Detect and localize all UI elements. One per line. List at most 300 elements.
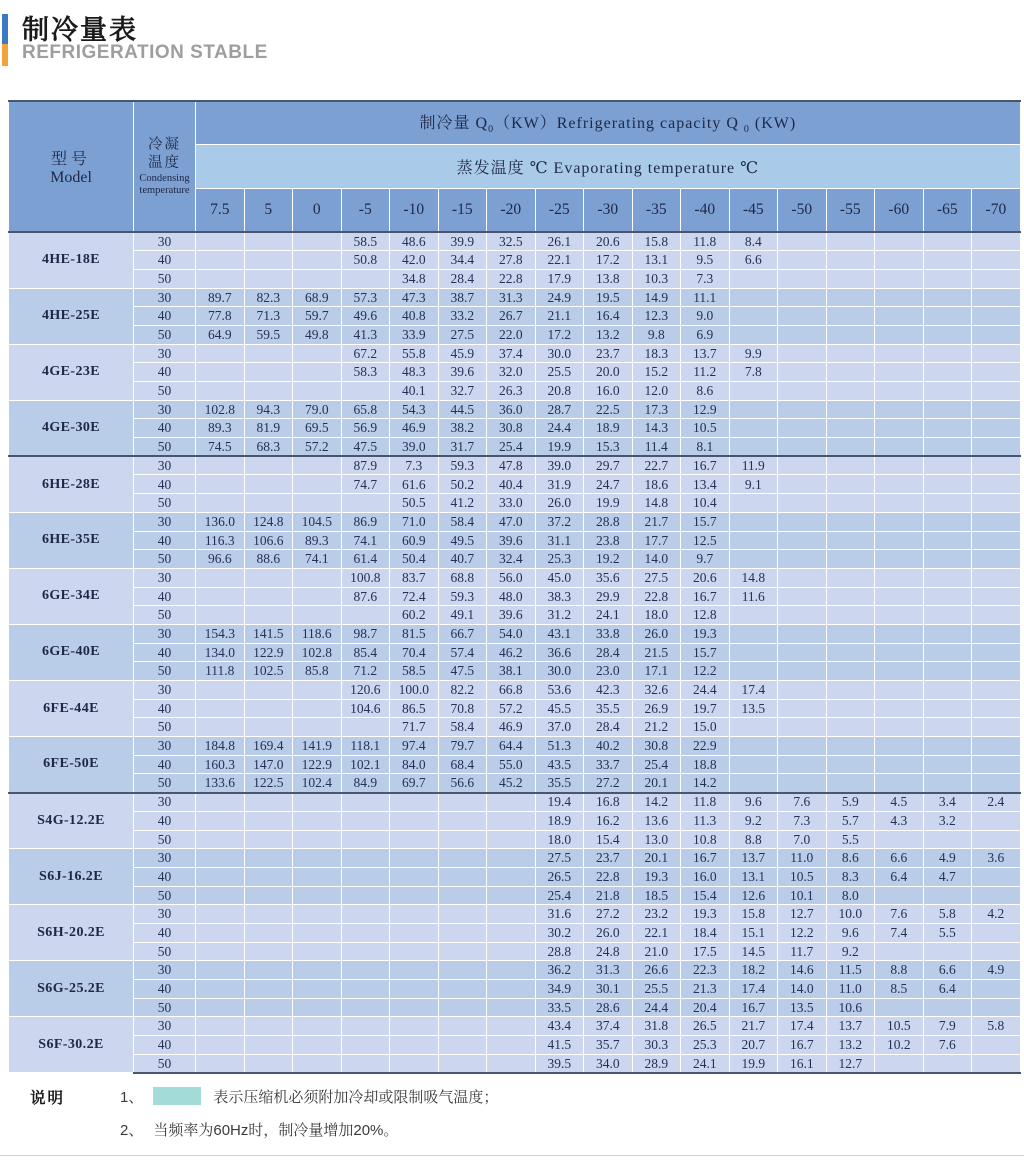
capacity-cell: 118.1 <box>341 737 390 756</box>
capacity-cell <box>293 269 342 288</box>
condensing-temp-value: 30 <box>134 624 196 643</box>
capacity-cell <box>341 923 390 942</box>
capacity-cell <box>875 344 924 363</box>
capacity-cell <box>826 531 875 550</box>
capacity-cell: 34.0 <box>584 1054 633 1073</box>
table-row <box>9 400 1021 419</box>
table-row <box>9 419 1021 438</box>
capacity-cell: 26.9 <box>632 699 681 718</box>
capacity-cell: 22.8 <box>487 269 536 288</box>
capacity-cell: 27.8 <box>487 251 536 270</box>
evap-temp-header: -70 <box>972 189 1021 233</box>
capacity-cell <box>438 793 487 812</box>
capacity-cell <box>729 718 778 737</box>
capacity-cell <box>972 681 1021 700</box>
capacity-cell: 33.7 <box>584 755 633 774</box>
capacity-cell: 17.1 <box>632 662 681 681</box>
capacity-cell <box>972 568 1021 587</box>
model-name: 6HE-28E <box>9 456 134 512</box>
capacity-cell: 11.0 <box>778 849 827 868</box>
capacity-cell: 11.6 <box>729 587 778 606</box>
capacity-cell: 40.8 <box>390 307 439 326</box>
capacity-cell <box>244 269 293 288</box>
capacity-cell: 43.1 <box>535 624 584 643</box>
capacity-cell: 67.2 <box>341 344 390 363</box>
capacity-cell: 8.6 <box>681 382 730 401</box>
capacity-cell <box>826 606 875 625</box>
capacity-cell: 58.5 <box>390 662 439 681</box>
capacity-cell <box>196 606 245 625</box>
capacity-cell: 69.7 <box>390 774 439 793</box>
capacity-cell: 44.5 <box>438 400 487 419</box>
capacity-cell: 12.8 <box>681 606 730 625</box>
capacity-cell <box>826 400 875 419</box>
capacity-cell <box>438 1017 487 1036</box>
capacity-cell <box>826 774 875 793</box>
capacity-cell <box>390 1017 439 1036</box>
capacity-cell <box>778 531 827 550</box>
capacity-cell: 47.5 <box>438 662 487 681</box>
capacity-cell <box>244 980 293 999</box>
capacity-cell: 54.0 <box>487 624 536 643</box>
table-row <box>9 531 1021 550</box>
capacity-cell: 7.4 <box>875 923 924 942</box>
capacity-cell: 20.0 <box>584 363 633 382</box>
capacity-cell: 13.1 <box>632 251 681 270</box>
capacity-cell: 86.5 <box>390 699 439 718</box>
capacity-cell <box>875 718 924 737</box>
capacity-cell: 30.8 <box>487 419 536 438</box>
capacity-cell <box>244 942 293 961</box>
capacity-cell: 15.1 <box>729 923 778 942</box>
capacity-cell <box>923 456 972 475</box>
notes-section <box>30 1086 498 1152</box>
evap-temp-header: 7.5 <box>196 189 245 233</box>
capacity-cell <box>875 699 924 718</box>
capacity-cell: 15.0 <box>681 718 730 737</box>
capacity-cell: 22.7 <box>632 456 681 475</box>
condensing-temp-value: 30 <box>134 344 196 363</box>
capacity-cell: 74.1 <box>341 531 390 550</box>
capacity-cell: 28.8 <box>535 942 584 961</box>
capacity-cell: 12.2 <box>778 923 827 942</box>
capacity-cell <box>972 1036 1021 1055</box>
capacity-cell <box>826 755 875 774</box>
capacity-cell <box>875 382 924 401</box>
capacity-cell <box>826 438 875 457</box>
capacity-cell: 98.7 <box>341 624 390 643</box>
capacity-cell: 10.5 <box>875 1017 924 1036</box>
capacity-cell: 106.6 <box>244 531 293 550</box>
table-row <box>9 494 1021 513</box>
capacity-cell <box>778 681 827 700</box>
capacity-cell: 3.6 <box>972 849 1021 868</box>
capacity-cell <box>244 251 293 270</box>
capacity-cell <box>875 942 924 961</box>
capacity-cell <box>778 512 827 531</box>
capacity-cell <box>972 419 1021 438</box>
capacity-cell: 122.5 <box>244 774 293 793</box>
capacity-cell <box>826 363 875 382</box>
capacity-cell <box>293 942 342 961</box>
capacity-cell: 11.3 <box>681 811 730 830</box>
capacity-cell: 71.0 <box>390 512 439 531</box>
capacity-cell: 19.5 <box>584 288 633 307</box>
capacity-cell: 50.2 <box>438 475 487 494</box>
capacity-cell <box>972 531 1021 550</box>
capacity-cell: 39.5 <box>535 1054 584 1073</box>
capacity-cell: 69.5 <box>293 419 342 438</box>
capacity-cell: 16.7 <box>729 998 778 1017</box>
capacity-cell <box>293 793 342 812</box>
capacity-cell: 18.0 <box>632 606 681 625</box>
capacity-cell: 21.7 <box>632 512 681 531</box>
capacity-cell: 38.3 <box>535 587 584 606</box>
capacity-cell <box>923 1054 972 1073</box>
table-row <box>9 232 1021 251</box>
capacity-cell: 12.7 <box>778 905 827 924</box>
capacity-cell <box>923 550 972 569</box>
capacity-cell: 24.9 <box>535 288 584 307</box>
capacity-cell <box>341 867 390 886</box>
capacity-cell <box>972 606 1021 625</box>
capacity-cell <box>196 905 245 924</box>
capacity-cell: 39.0 <box>535 456 584 475</box>
capacity-cell <box>778 325 827 344</box>
capacity-cell <box>196 344 245 363</box>
capacity-cell: 10.3 <box>632 269 681 288</box>
capacity-cell: 45.2 <box>487 774 536 793</box>
model-name: 6FE-50E <box>9 737 134 793</box>
capacity-cell: 14.2 <box>681 774 730 793</box>
evap-temp-header: -20 <box>487 189 536 233</box>
capacity-cell: 32.5 <box>487 232 536 251</box>
capacity-cell: 16.7 <box>681 849 730 868</box>
capacity-cell <box>293 980 342 999</box>
capacity-cell <box>778 307 827 326</box>
capacity-cell: 27.2 <box>584 905 633 924</box>
capacity-cell <box>923 363 972 382</box>
capacity-cell: 25.3 <box>681 1036 730 1055</box>
condensing-header-cn: 冷凝 <box>148 137 181 154</box>
capacity-cell: 147.0 <box>244 755 293 774</box>
capacity-cell <box>244 1017 293 1036</box>
capacity-cell: 23.7 <box>584 849 633 868</box>
capacity-cell: 36.2 <box>535 961 584 980</box>
capacity-cell: 25.4 <box>632 755 681 774</box>
capacity-cell: 16.1 <box>778 1054 827 1073</box>
capacity-cell <box>826 475 875 494</box>
capacity-cell: 13.1 <box>729 867 778 886</box>
condensing-temp-value: 50 <box>134 942 196 961</box>
capacity-cell: 15.3 <box>584 438 633 457</box>
condensing-temp-value: 40 <box>134 699 196 718</box>
capacity-cell <box>487 793 536 812</box>
capacity-cell: 8.4 <box>729 232 778 251</box>
capacity-cell: 38.1 <box>487 662 536 681</box>
capacity-cell: 19.3 <box>632 867 681 886</box>
capacity-cell: 7.9 <box>923 1017 972 1036</box>
capacity-cell <box>293 811 342 830</box>
capacity-cell <box>778 606 827 625</box>
condensing-temp-value: 50 <box>134 438 196 457</box>
capacity-cell: 7.6 <box>778 793 827 812</box>
capacity-cell <box>487 849 536 868</box>
capacity-cell: 50.8 <box>341 251 390 270</box>
capacity-cell <box>293 1036 342 1055</box>
capacity-cell <box>923 942 972 961</box>
capacity-cell: 184.8 <box>196 737 245 756</box>
capacity-cell: 66.7 <box>438 624 487 643</box>
capacity-cell <box>875 512 924 531</box>
capacity-cell: 61.6 <box>390 475 439 494</box>
table-row <box>9 961 1021 980</box>
capacity-cell: 19.3 <box>681 905 730 924</box>
condensing-temp-value: 50 <box>134 494 196 513</box>
capacity-cell <box>875 568 924 587</box>
capacity-cell <box>875 606 924 625</box>
capacity-cell <box>390 793 439 812</box>
capacity-cell: 37.4 <box>584 1017 633 1036</box>
capacity-cell <box>196 1017 245 1036</box>
table-row <box>9 755 1021 774</box>
capacity-cell: 24.1 <box>681 1054 730 1073</box>
capacity-cell: 31.2 <box>535 606 584 625</box>
capacity-cell <box>972 438 1021 457</box>
capacity-cell: 36.6 <box>535 643 584 662</box>
capacity-cell: 19.9 <box>584 494 633 513</box>
capacity-cell: 26.7 <box>487 307 536 326</box>
capacity-cell <box>341 793 390 812</box>
capacity-cell: 87.6 <box>341 587 390 606</box>
capacity-cell: 39.6 <box>487 606 536 625</box>
capacity-cell <box>778 269 827 288</box>
capacity-cell <box>778 755 827 774</box>
capacity-cell: 89.7 <box>196 288 245 307</box>
capacity-cell <box>778 737 827 756</box>
capacity-cell: 8.3 <box>826 867 875 886</box>
capacity-cell <box>923 774 972 793</box>
note-item-1 <box>120 1086 498 1106</box>
capacity-cell <box>778 774 827 793</box>
evap-temp-header: -35 <box>632 189 681 233</box>
capacity-cell <box>729 550 778 569</box>
capacity-cell <box>244 811 293 830</box>
capacity-cell: 20.4 <box>681 998 730 1017</box>
capacity-cell <box>923 699 972 718</box>
capacity-cell: 39.9 <box>438 232 487 251</box>
capacity-cell: 14.8 <box>632 494 681 513</box>
capacity-cell <box>778 456 827 475</box>
capacity-cell: 46.9 <box>487 718 536 737</box>
capacity-cell: 16.8 <box>584 793 633 812</box>
capacity-cell <box>778 643 827 662</box>
capacity-cell <box>293 587 342 606</box>
capacity-cell <box>341 980 390 999</box>
capacity-cell <box>341 1054 390 1073</box>
capacity-cell <box>826 307 875 326</box>
capacity-cell <box>293 494 342 513</box>
capacity-cell <box>244 363 293 382</box>
capacity-cell <box>875 774 924 793</box>
capacity-cell: 14.6 <box>778 961 827 980</box>
capacity-cell: 27.5 <box>438 325 487 344</box>
table-row <box>9 1054 1021 1073</box>
evap-temp-header: -25 <box>535 189 584 233</box>
capacity-cell: 102.8 <box>196 400 245 419</box>
capacity-cell: 45.9 <box>438 344 487 363</box>
capacity-cell: 4.9 <box>972 961 1021 980</box>
capacity-cell: 28.6 <box>584 998 633 1017</box>
capacity-cell: 12.5 <box>681 531 730 550</box>
capacity-cell: 57.2 <box>293 438 342 457</box>
capacity-cell <box>438 923 487 942</box>
capacity-cell <box>244 456 293 475</box>
model-name: 4HE-25E <box>9 288 134 344</box>
capacity-cell: 49.5 <box>438 531 487 550</box>
capacity-cell: 11.2 <box>681 363 730 382</box>
capacity-cell: 60.9 <box>390 531 439 550</box>
capacity-cell: 13.8 <box>584 269 633 288</box>
capacity-cell <box>923 475 972 494</box>
note-1-number: 1、 <box>120 1088 144 1106</box>
capacity-cell: 74.7 <box>341 475 390 494</box>
capacity-cell: 28.9 <box>632 1054 681 1073</box>
capacity-cell <box>244 344 293 363</box>
capacity-cell <box>729 307 778 326</box>
capacity-cell: 13.4 <box>681 475 730 494</box>
capacity-cell <box>390 886 439 905</box>
capacity-cell: 32.4 <box>487 550 536 569</box>
capacity-cell: 14.0 <box>778 980 827 999</box>
capacity-cell: 22.5 <box>584 400 633 419</box>
table-row <box>9 251 1021 270</box>
capacity-header: 制冷量 $Q_0(KW)Refrigerating$ capacity Q $_0$ (KW) <box>196 101 1021 145</box>
capacity-cell <box>875 886 924 905</box>
capacity-cell <box>487 942 536 961</box>
capacity-cell <box>293 456 342 475</box>
notes-label: 说明 <box>30 1090 66 1107</box>
capacity-cell <box>196 269 245 288</box>
capacity-cell: 28.8 <box>584 512 633 531</box>
capacity-cell: 20.6 <box>681 568 730 587</box>
capacity-cell <box>390 1036 439 1055</box>
condensing-temp-value: 30 <box>134 849 196 868</box>
capacity-cell: 7.3 <box>390 456 439 475</box>
evap-temp-header: 5 <box>244 189 293 233</box>
capacity-cell: 60.2 <box>390 606 439 625</box>
capacity-cell: 16.7 <box>681 456 730 475</box>
capacity-cell <box>244 699 293 718</box>
capacity-cell: 84.9 <box>341 774 390 793</box>
capacity-cell <box>196 568 245 587</box>
capacity-cell: 41.2 <box>438 494 487 513</box>
capacity-cell <box>972 886 1021 905</box>
capacity-cell <box>244 681 293 700</box>
capacity-cell <box>778 363 827 382</box>
accent-bar-blue <box>2 14 8 44</box>
condensing-header-en: Condensing <box>139 172 190 184</box>
capacity-cell: 5.5 <box>923 923 972 942</box>
capacity-cell <box>729 737 778 756</box>
capacity-cell: 13.6 <box>632 811 681 830</box>
capacity-cell <box>923 531 972 550</box>
table-row <box>9 288 1021 307</box>
capacity-cell: 122.9 <box>293 755 342 774</box>
condensing-temp-value: 50 <box>134 550 196 569</box>
capacity-cell: 53.6 <box>535 681 584 700</box>
table-row <box>9 849 1021 868</box>
capacity-cell: 68.4 <box>438 755 487 774</box>
capacity-cell: 5.8 <box>923 905 972 924</box>
capacity-cell <box>293 867 342 886</box>
capacity-cell <box>438 942 487 961</box>
table-row <box>9 363 1021 382</box>
capacity-cell <box>341 998 390 1017</box>
condensing-temp-value: 40 <box>134 307 196 326</box>
capacity-cell: 49.6 <box>341 307 390 326</box>
table-row <box>9 587 1021 606</box>
capacity-cell: 10.5 <box>681 419 730 438</box>
capacity-cell: 102.1 <box>341 755 390 774</box>
capacity-cell <box>438 980 487 999</box>
capacity-cell: 14.5 <box>729 942 778 961</box>
condensing-temp-value: 30 <box>134 681 196 700</box>
capacity-cell: 85.4 <box>341 643 390 662</box>
capacity-cell <box>972 662 1021 681</box>
capacity-cell: 10.6 <box>826 998 875 1017</box>
table-row <box>9 512 1021 531</box>
table-row <box>9 793 1021 812</box>
capacity-cell <box>341 1017 390 1036</box>
capacity-cell <box>196 961 245 980</box>
table-row <box>9 382 1021 401</box>
capacity-cell <box>196 494 245 513</box>
capacity-cell: 8.6 <box>826 849 875 868</box>
capacity-cell: 9.6 <box>826 923 875 942</box>
capacity-cell: 18.9 <box>584 419 633 438</box>
capacity-cell <box>972 251 1021 270</box>
capacity-cell: 9.5 <box>681 251 730 270</box>
capacity-cell: 83.7 <box>390 568 439 587</box>
capacity-cell: 5.9 <box>826 793 875 812</box>
capacity-cell: 154.3 <box>196 624 245 643</box>
capacity-cell <box>341 942 390 961</box>
capacity-cell: 58.4 <box>438 718 487 737</box>
capacity-cell <box>293 998 342 1017</box>
capacity-cell <box>875 531 924 550</box>
capacity-cell <box>972 232 1021 251</box>
capacity-cell: 32.0 <box>487 363 536 382</box>
capacity-cell: 19.2 <box>584 550 633 569</box>
capacity-cell: 47.3 <box>390 288 439 307</box>
capacity-cell: 22.1 <box>535 251 584 270</box>
capacity-cell: 70.4 <box>390 643 439 662</box>
capacity-cell <box>923 307 972 326</box>
capacity-cell: 41.3 <box>341 325 390 344</box>
capacity-cell <box>778 251 827 270</box>
capacity-cell: 21.3 <box>681 980 730 999</box>
table-row <box>9 699 1021 718</box>
capacity-cell: 13.2 <box>826 1036 875 1055</box>
condensing-temp-value: 50 <box>134 830 196 849</box>
capacity-cell <box>875 363 924 382</box>
table-row <box>9 456 1021 475</box>
capacity-cell: 15.8 <box>729 905 778 924</box>
capacity-cell: 22.8 <box>584 867 633 886</box>
condensing-temp-value: 30 <box>134 456 196 475</box>
capacity-cell <box>196 587 245 606</box>
